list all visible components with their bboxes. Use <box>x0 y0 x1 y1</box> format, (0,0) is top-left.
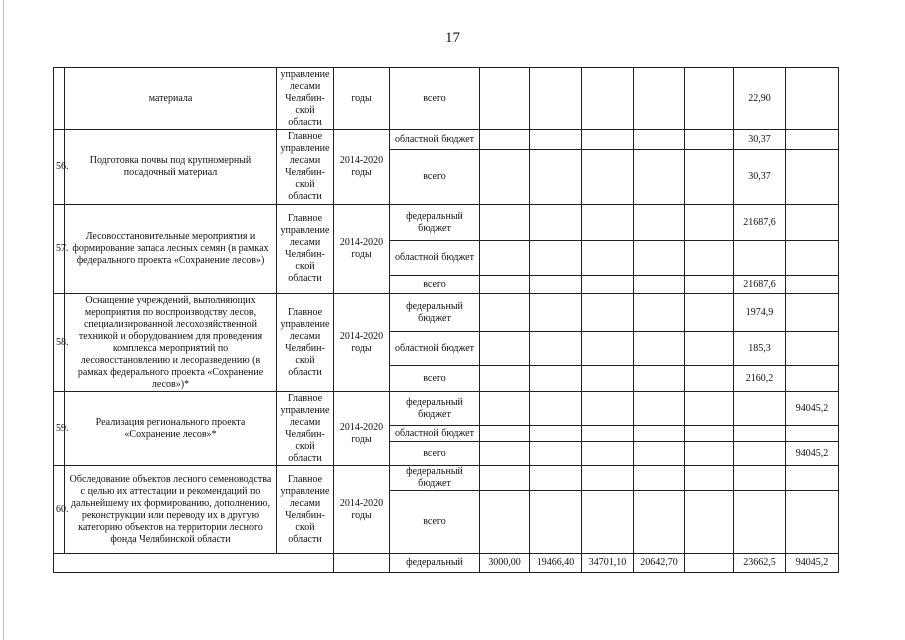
finance-source: федеральный бюджет <box>390 392 480 426</box>
value-2020: 94045,2 <box>786 442 839 466</box>
measure-name: материала <box>65 68 277 130</box>
value-2019 <box>734 241 786 276</box>
table-row <box>54 392 839 426</box>
row-number: 56. <box>54 130 65 205</box>
period: годы <box>334 68 390 130</box>
executor: Главное управление лесами Челябин- ской области <box>277 130 334 205</box>
finance-source: областной бюджет <box>390 332 480 366</box>
total-value-2020: 94045,2 <box>786 554 839 573</box>
executor: Главное управление лесами Челябин- ской области <box>277 466 334 554</box>
total-value-2014: 3000,00 <box>480 554 530 573</box>
finance-source: всего <box>390 150 480 205</box>
period: 2014-2020 годы <box>334 130 390 205</box>
measure-name: Обследование объектов лесного семеноводства с целью их аттестации и рекомендаций по дальнейшему их формированию, дополнению, реконструкции или переводу их в другую категорию объектов на территории лесного фонда Челябинской области <box>65 466 277 554</box>
finance-source: федеральный <box>390 554 480 573</box>
measure-name: Подготовка почвы под крупномерный посадочный материал <box>65 130 277 205</box>
executor: Главное управление лесами Челябин- ской области <box>277 392 334 466</box>
period: 2014-2020 годы <box>334 392 390 466</box>
value-2019: 30,37 <box>734 150 786 205</box>
row-number: 59. <box>54 392 65 466</box>
value-2019: 2160,2 <box>734 366 786 392</box>
finance-source: федеральный бюджет <box>390 294 480 332</box>
value-2019: 185,3 <box>734 332 786 366</box>
table-row <box>54 205 839 241</box>
finance-source: федеральный бюджет <box>390 466 480 491</box>
value-2019: 22,90 <box>734 68 786 130</box>
finance-source: федеральный бюджет <box>390 205 480 241</box>
measure-name: Реализация регионального проекта «Сохранение лесов»* <box>65 392 277 466</box>
value-2020: 94045,2 <box>786 392 839 426</box>
budget-table <box>53 67 839 573</box>
page-number: 17 <box>445 30 460 46</box>
executor: управление лесами Челябин- ской области <box>277 68 334 130</box>
table-row <box>54 130 839 150</box>
finance-source: всего <box>390 491 480 554</box>
finance-source: всего <box>390 442 480 466</box>
finance-source: всего <box>390 68 480 130</box>
value-2019: 30,37 <box>734 130 786 150</box>
total-value-2015: 19466,40 <box>530 554 582 573</box>
row-number: 57. <box>54 205 65 294</box>
measure-name: Лесовосстановительные мероприятия и формирование запаса лесных семян (в рамках федерального проекта «Сохранение лесов») <box>65 205 277 294</box>
finance-source: всего <box>390 366 480 392</box>
scan-edge-line <box>3 0 4 640</box>
total-value-2016: 34701,10 <box>582 554 634 573</box>
finance-source: всего <box>390 276 480 294</box>
total-value-2018 <box>685 554 734 573</box>
table-row-total <box>54 554 839 573</box>
table-row <box>54 466 839 491</box>
period: 2014-2020 годы <box>334 205 390 294</box>
finance-source: областной бюджет <box>390 130 480 150</box>
period: 2014-2020 годы <box>334 294 390 392</box>
executor: Главное управление лесами Челябин- ской области <box>277 294 334 392</box>
measure-name: Оснащение учреждений, выполняющих мероприятия по воспроизводству лесов, специализированной лесохозяйственной техникой и оборудованием для проведения комплекса мероприятий по лесовосстановлению и лесоразведению (в рамках федерального проекта «Сохранение лесов»)* <box>65 294 277 392</box>
value-2019: 1974,9 <box>734 294 786 332</box>
period: 2014-2020 годы <box>334 466 390 554</box>
row-number: 60. <box>54 466 65 554</box>
value-2019: 21687,6 <box>734 276 786 294</box>
finance-source: областной бюджет <box>390 426 480 442</box>
finance-source: областной бюджет <box>390 241 480 276</box>
value-2020 <box>786 426 839 442</box>
executor: Главное управление лесами Челябин- ской области <box>277 205 334 294</box>
value-2019: 21687,6 <box>734 205 786 241</box>
total-value-2019: 23662,5 <box>734 554 786 573</box>
table-row <box>54 294 839 332</box>
table-row <box>54 68 839 130</box>
row-number: 58. <box>54 294 65 392</box>
total-value-2017: 20642,70 <box>634 554 685 573</box>
